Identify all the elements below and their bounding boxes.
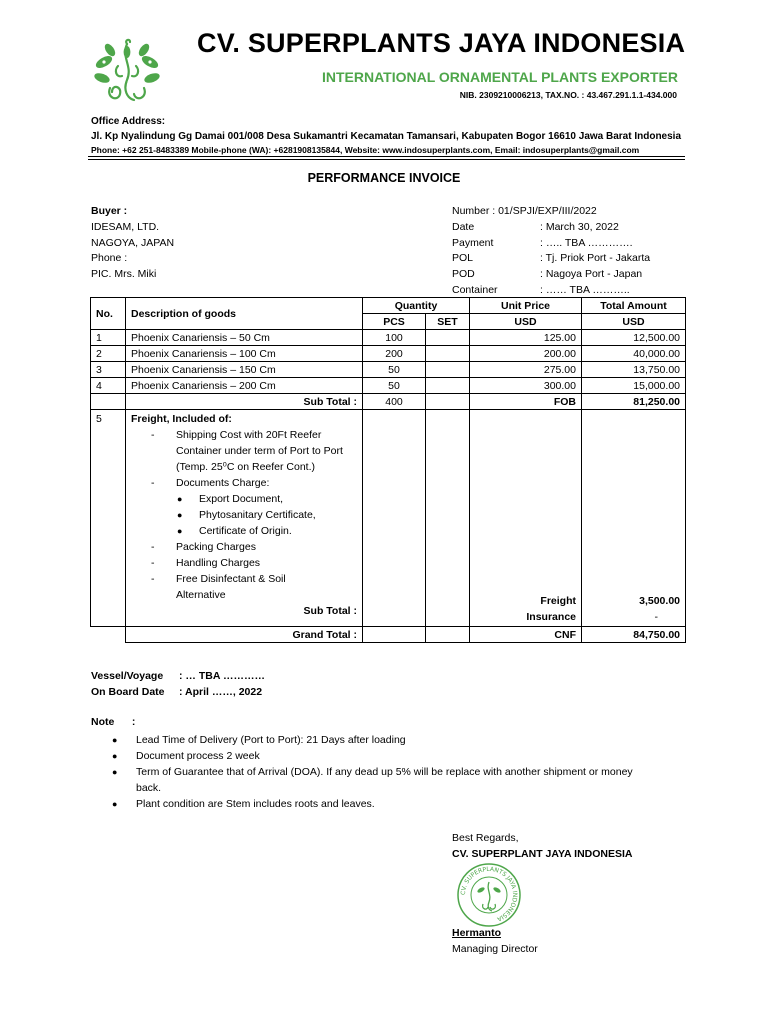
table-header-row xyxy=(91,298,686,314)
bullet-icon: ● xyxy=(112,799,118,809)
invoice-meta xyxy=(452,204,650,299)
meta-row xyxy=(452,236,650,252)
notes-list xyxy=(91,732,681,812)
note-label: Note : xyxy=(91,716,136,728)
meta-row xyxy=(452,204,650,220)
freight-label: Freight xyxy=(540,595,576,607)
buyer-block xyxy=(91,204,174,283)
table-row xyxy=(91,346,686,362)
cell-set xyxy=(426,346,470,362)
freight-description xyxy=(126,410,363,627)
meta-value: : Tj. Priok Port - Jakarta xyxy=(540,252,651,265)
company-tagline: INTERNATIONAL ORNAMENTAL PLANTS EXPORTER xyxy=(322,69,678,85)
company-stamp xyxy=(456,862,522,928)
shipping-key: On Board Date xyxy=(91,686,165,698)
office-address: Jl. Kp Nyalindung Gg Damai 001/008 Desa Sukamantri Kecamatan Tamansari, Kabupaten Bogor 16610 Jawa Barat Indonesia xyxy=(91,131,682,142)
invoice-table xyxy=(90,297,686,643)
shipping-value: : April ……, 2022 xyxy=(179,686,263,698)
shipping-value: : … TBA ………… xyxy=(179,670,265,682)
signer-title: Managing Director xyxy=(452,943,538,955)
freight-item: - Handling Charges xyxy=(151,557,261,569)
subtotal-amount: 81,250.00 xyxy=(582,394,686,410)
freight-item: - Shipping Cost with 20Ft Reefer Container under term of Port to Port (Temp. 25⁰C on Reefer Cont.) xyxy=(151,429,343,473)
shipping-key: Vessel/Voyage xyxy=(91,670,164,682)
dash-marker: - xyxy=(151,477,155,489)
header-no: No. xyxy=(91,298,126,330)
cell-pcs: 50 xyxy=(363,362,426,378)
regards-text: Best Regards, xyxy=(452,832,519,844)
cell-unit-price: 300.00 xyxy=(470,378,582,394)
table-row xyxy=(91,330,686,346)
cell-set xyxy=(426,330,470,346)
buyer-phone: Phone : xyxy=(91,252,128,265)
company-name: CV. SUPERPLANTS JAYA INDONESIA xyxy=(197,28,686,58)
freight-subitem: ● Phytosanitary Certificate, xyxy=(177,509,316,521)
grand-total-amount: 84,750.00 xyxy=(582,627,686,643)
buyer-pic: PIC. Mrs. Miki xyxy=(91,268,157,281)
buyer-location: NAGOYA, JAPAN xyxy=(91,236,175,249)
subtotal-pcs: 400 xyxy=(363,394,426,410)
freight-subtotal-label: Sub Total : xyxy=(303,605,357,617)
meta-key: Payment xyxy=(452,236,494,249)
cell-no: 5 xyxy=(91,410,126,627)
meta-number: Number : 01/SPJI/EXP/III/2022 xyxy=(452,205,597,217)
meta-value: : …… TBA ……….. xyxy=(540,283,630,296)
header-pcs: PCS xyxy=(363,314,426,330)
closing-block xyxy=(452,830,633,862)
freight-item: - Documents Charge: xyxy=(151,477,270,489)
subtotal-label: Sub Total : xyxy=(126,394,363,410)
freight-labels xyxy=(470,410,582,627)
meta-row xyxy=(452,251,650,267)
cell-unit-price: 125.00 xyxy=(470,330,582,346)
bullet-icon: ● xyxy=(112,751,118,761)
meta-key: POD xyxy=(452,268,475,281)
shipping-row xyxy=(91,668,265,684)
dash-marker: - xyxy=(151,557,155,569)
document-title: PERFORMANCE INVOICE xyxy=(307,171,461,185)
header-total-amount: Total Amount xyxy=(582,298,686,314)
buyer-name: IDESAM, LTD. xyxy=(91,220,160,233)
freight-items xyxy=(131,427,357,603)
cell-no: 4 xyxy=(91,378,126,394)
meta-key: Date xyxy=(452,220,475,233)
dash-marker: - xyxy=(151,573,155,585)
subtotal-row xyxy=(91,394,686,410)
cell-total: 15,000.00 xyxy=(582,378,686,394)
cell-description: Phoenix Canariensis – 100 Cm xyxy=(126,346,363,362)
header-divider xyxy=(88,156,685,157)
cell-pcs: 100 xyxy=(363,330,426,346)
freight-subitem: ● Export Document, xyxy=(177,493,284,505)
freight-item: - Packing Charges xyxy=(151,541,256,553)
bullet-marker: ● xyxy=(177,494,183,504)
insurance-amount: - xyxy=(654,611,658,623)
meta-key: Container xyxy=(452,283,498,296)
note-item: ● Plant condition are Stem includes roots and leaves. xyxy=(112,798,375,810)
dash-marker: - xyxy=(151,429,155,441)
grand-total-row xyxy=(91,627,686,643)
cell-total: 13,750.00 xyxy=(582,362,686,378)
freight-subitem: ● Certificate of Origin. xyxy=(177,525,292,537)
shipping-info xyxy=(91,668,265,700)
closing-company: CV. SUPERPLANT JAYA INDONESIA xyxy=(452,848,633,860)
cell-total: 40,000.00 xyxy=(582,346,686,362)
dash-marker: - xyxy=(151,541,155,553)
freight-amounts xyxy=(582,410,686,627)
contact-line: Phone: +62 251-8483389 Mobile-phone (WA): +6281908135844, Website: www.indosuperplants.com, Email: indosuperplants@gmail.com xyxy=(91,145,640,155)
freight-row xyxy=(91,410,686,627)
cell-total: 12,500.00 xyxy=(582,330,686,346)
cell-no: 2 xyxy=(91,346,126,362)
header-usd: USD xyxy=(470,314,582,330)
meta-value: : March 30, 2022 xyxy=(540,220,619,233)
cell-description: Phoenix Canariensis – 150 Cm xyxy=(126,362,363,378)
freight-item: - Free Disinfectant & Soil Alternative xyxy=(151,573,286,601)
stamp-text: CV. SUPERPLANTS JAYA INDONESIA xyxy=(459,865,519,923)
cell-pcs: 50 xyxy=(363,378,426,394)
header-divider xyxy=(88,159,685,160)
meta-row xyxy=(452,220,650,236)
signer-name: Hermanto xyxy=(452,927,502,939)
table-row xyxy=(91,378,686,394)
cell-set xyxy=(426,362,470,378)
shipping-row xyxy=(91,684,265,700)
office-address-label: Office Address: xyxy=(91,116,166,127)
bullet-marker: ● xyxy=(177,526,183,536)
freight-title: Freight, Included of: xyxy=(131,413,232,425)
header-unit-price: Unit Price xyxy=(470,298,582,314)
meta-value: : ….. TBA …………. xyxy=(540,236,633,249)
meta-row xyxy=(452,267,650,283)
grand-total-label: Grand Total : xyxy=(126,627,363,643)
bullet-marker: ● xyxy=(177,510,183,520)
header-usd: USD xyxy=(582,314,686,330)
freight-amount: 3,500.00 xyxy=(639,595,680,607)
header-set: SET xyxy=(426,314,470,330)
meta-value: : Nagoya Port - Japan xyxy=(540,268,643,281)
cell-description: Phoenix Canariensis – 200 Cm xyxy=(126,378,363,394)
grand-total-term: CNF xyxy=(470,627,582,643)
table-row xyxy=(91,362,686,378)
bullet-icon: ● xyxy=(112,735,118,745)
meta-key: POL xyxy=(452,252,474,265)
cell-no: 3 xyxy=(91,362,126,378)
cell-unit-price: 275.00 xyxy=(470,362,582,378)
cell-set xyxy=(426,378,470,394)
bullet-icon: ● xyxy=(112,767,118,777)
cell-no: 1 xyxy=(91,330,126,346)
cell-description: Phoenix Canariensis – 50 Cm xyxy=(126,330,363,346)
note-item: ● Lead Time of Delivery (Port to Port): 21 Days after loading xyxy=(112,734,406,746)
buyer-label: Buyer : xyxy=(91,205,128,217)
insurance-label: Insurance xyxy=(526,611,576,623)
header-description: Description of goods xyxy=(126,298,363,330)
note-item: ● Document process 2 week xyxy=(112,750,260,762)
cell-unit-price: 200.00 xyxy=(470,346,582,362)
signer-block xyxy=(452,925,538,957)
subtotal-term: FOB xyxy=(470,394,582,410)
header-quantity: Quantity xyxy=(363,298,470,314)
cell-pcs: 200 xyxy=(363,346,426,362)
company-logo xyxy=(88,36,166,106)
registration-number: NIB. 2309210006213, TAX.NO. : 43.467.291.1.1-434.000 xyxy=(459,90,677,100)
note-item: ● Term of Guarantee that of Arrival (DOA). If any dead up 5% will be replace with another shipment or money back. xyxy=(112,766,633,794)
